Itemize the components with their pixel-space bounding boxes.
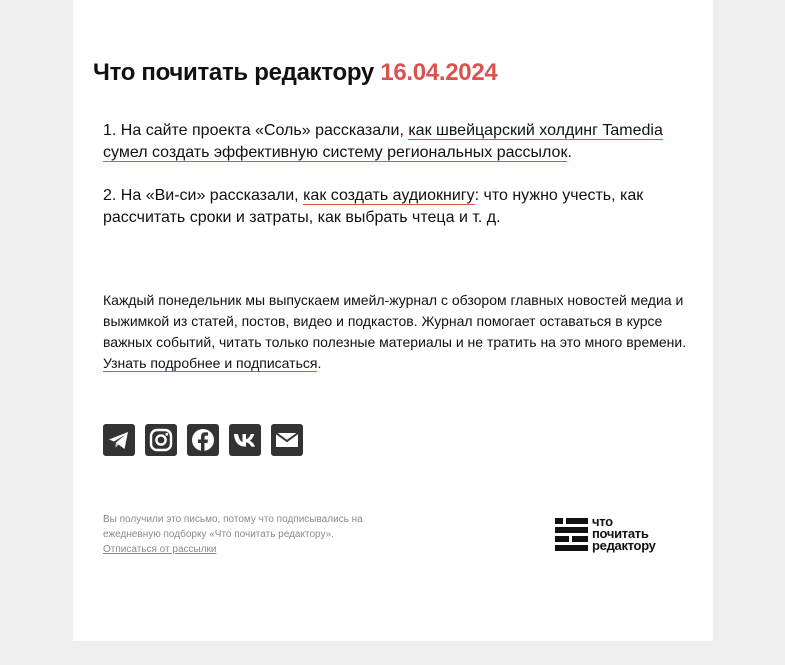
footer-note xyxy=(103,512,383,557)
footer-text: Вы получили это письмо, потому что подписывались на ежедневную подборку «Что почитать редактору». xyxy=(103,514,363,540)
subscribe-link[interactable]: Узнать подробнее и подписаться xyxy=(103,355,318,371)
facebook-icon[interactable] xyxy=(187,424,219,456)
item-suffix: : что нужно учесть, как рассчитать сроки и затраты, как выбрать чтеца и т. д. xyxy=(103,187,644,226)
unsubscribe-link[interactable]: Отписаться от рассылки xyxy=(103,544,217,555)
telegram-icon[interactable] xyxy=(103,424,135,456)
list-item xyxy=(103,120,683,164)
article-link-tamedia[interactable]: как швейцарский холдинг Tamedia сумел создать эффективную систему региональных рассылок xyxy=(103,122,663,161)
logo-line: что xyxy=(592,514,613,529)
item-suffix: . xyxy=(567,144,572,161)
logo-text xyxy=(592,516,656,552)
item-prefix: 2. На «Ви-си» рассказали, xyxy=(103,187,304,204)
logo-line: почитать xyxy=(592,526,649,541)
about-body: Каждый понедельник мы выпускаем имейл-журнал с обзором главных новостей медиа и выжимкой из статей, постов, видео и подкастов. Журнал помогает оставаться в курсе важных событий, читать только полезные материалы и не тратить на это много времени. xyxy=(103,292,687,350)
title-text: Что почитать редактору xyxy=(93,59,374,86)
about-suffix: . xyxy=(317,355,322,371)
article-list xyxy=(103,120,683,250)
logo-line: редактору xyxy=(592,538,656,553)
instagram-icon[interactable] xyxy=(145,424,177,456)
title-date: 16.04.2024 xyxy=(380,59,498,86)
email-card xyxy=(73,0,713,641)
item-prefix: 1. На сайте проекта «Соль» рассказали, xyxy=(103,122,409,139)
page-title xyxy=(93,58,497,88)
article-link-audiobook[interactable]: как создать аудиокнигу xyxy=(303,187,475,204)
email-icon[interactable] xyxy=(271,424,303,456)
logo-bars-icon xyxy=(555,518,588,551)
vk-icon[interactable] xyxy=(229,424,261,456)
about-text xyxy=(103,290,688,374)
social-links xyxy=(103,424,303,456)
list-item xyxy=(103,185,683,229)
brand-logo xyxy=(555,514,685,554)
